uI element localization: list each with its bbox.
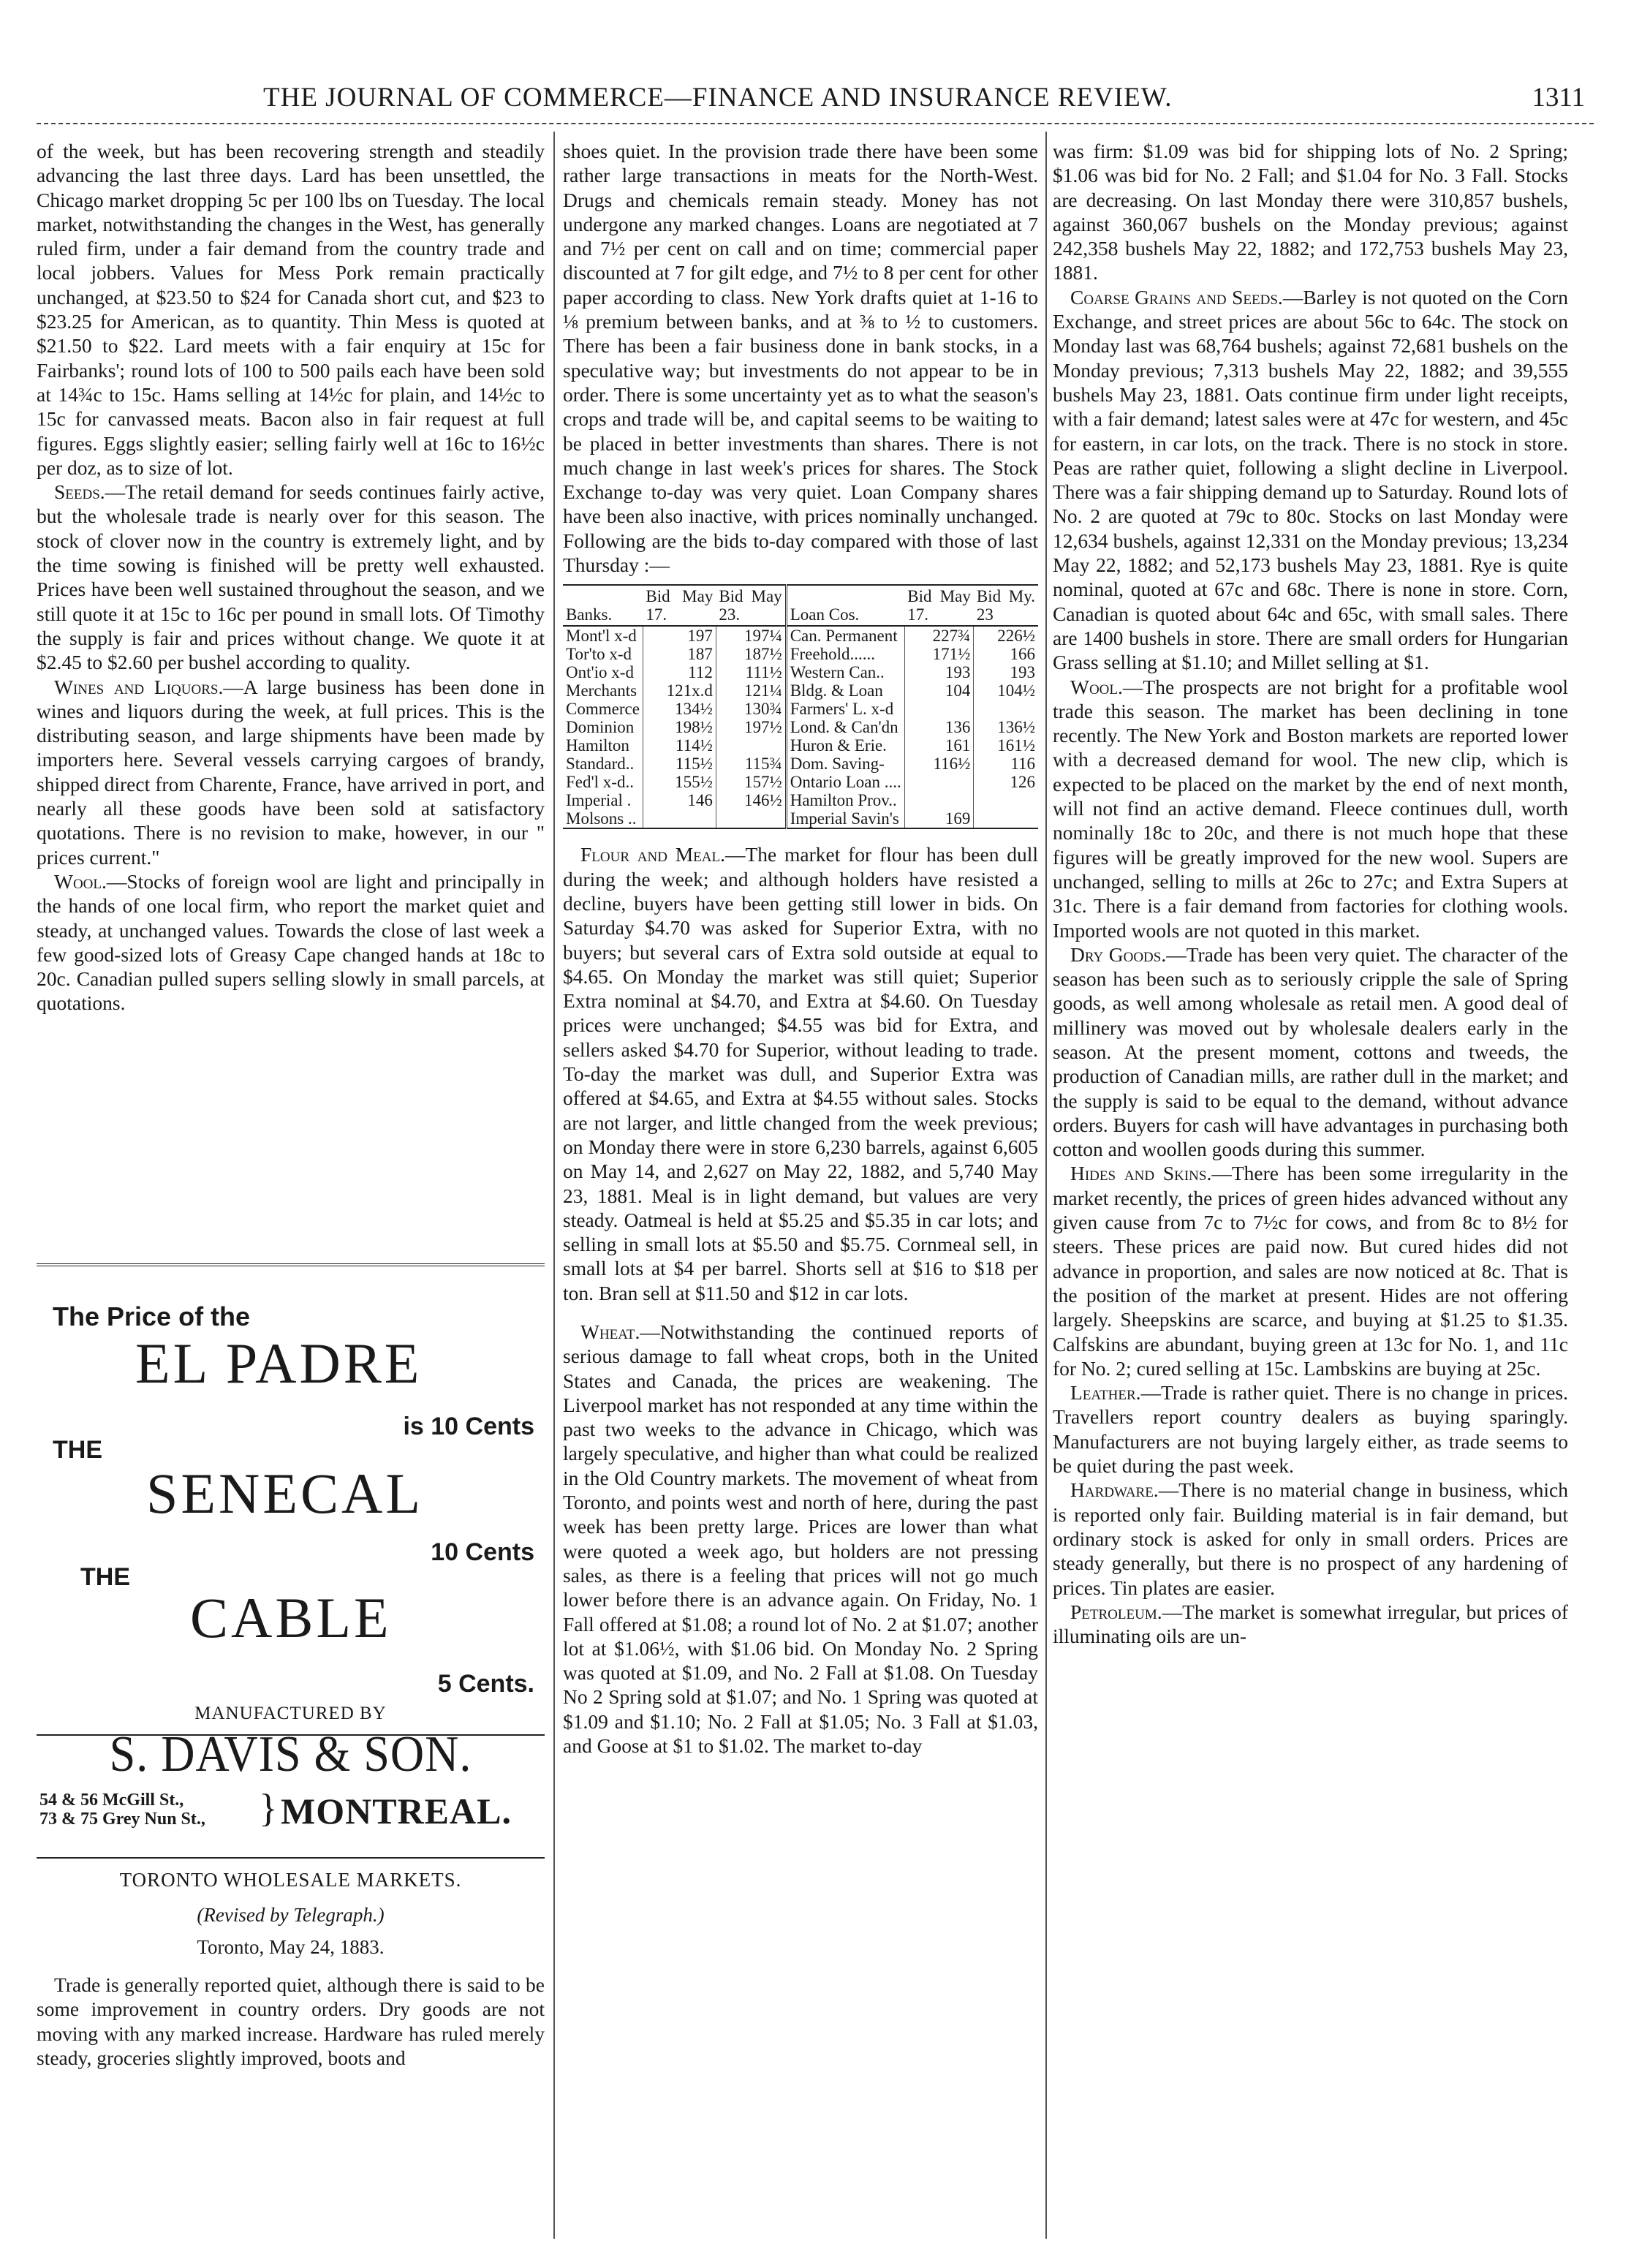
table-row bbox=[563, 663, 1038, 681]
toronto-paragraph: Trade is generally reported quiet, although there is said to be some improvement in country orders. Dry goods are not moving with any marked increase. Hardware has ruled merely steady, groceries slightly improved, boots and bbox=[37, 1973, 545, 2069]
paragraph-wool-toronto bbox=[1053, 675, 1568, 942]
table-cell: 126 bbox=[974, 773, 1038, 791]
table-cell: 171½ bbox=[904, 645, 974, 663]
section-head-wines: Wines and Liquors. bbox=[54, 675, 224, 698]
table-row bbox=[563, 626, 1038, 645]
table-cell: Freehold...... bbox=[786, 645, 904, 663]
stock-bids-table bbox=[563, 584, 1038, 829]
table-cell: Dom. Saving- bbox=[786, 755, 904, 773]
table-cell: 146 bbox=[643, 791, 716, 809]
table-cell: 161½ bbox=[974, 736, 1038, 755]
table-cell: 136½ bbox=[974, 718, 1038, 736]
ad-brand-el-padre: EL PADRE bbox=[135, 1331, 423, 1395]
ad-brand-cable: CABLE bbox=[190, 1586, 392, 1649]
section-head-hides: Hides and Skins. bbox=[1070, 1162, 1212, 1185]
page-header bbox=[37, 82, 1594, 118]
ad-price-el-padre: is 10 Cents bbox=[403, 1413, 534, 1440]
paragraph-provisions: of the week, but has been recovering strength and steadily advancing the last three days. Lard has been unsettled, the Chicago market dropping 5c per 100 lbs on Tuesday. The local market, notwithstanding the changes in the West, has generally ruled firm, under a fair demand from the country trade and local jobbers. Values for Mess Pork remain practically unchanged, at $23.50 to $24 for Canada short cut, and $23 to $23.25 for American, as to quantity. Thin Mess is quoted at $21.50 to $22. Lard meets with a fair enquiry at 15c for Fairbanks'; round lots of 100 to 500 pails each have been sold at 14¾c to 15c. Hams selling at 14½c for plain, and 14½c to 15c for canvassed meats. Bacon also in fair request at full figures. Eggs slightly easier; selling fairly well at 16c to 16½c per doz, as to size of lot. bbox=[37, 140, 545, 479]
table-cell: Western Can.. bbox=[786, 663, 904, 681]
table-header: Bid May 17. bbox=[904, 585, 974, 626]
table-cell: 136 bbox=[904, 718, 974, 736]
table-cell: 161 bbox=[904, 736, 974, 755]
section-body-hardware: —There is no material change in business, which is reported only fair. Building material is in fair demand, but ordinary stock is asked for only in small orders. Prices are steady generally, but there is no prospect of any hardening of prices. Tin plates are easier. bbox=[1053, 1478, 1568, 1599]
paragraph-flour bbox=[563, 842, 1038, 1305]
column-left bbox=[37, 139, 545, 1016]
table-cell: 197 bbox=[643, 626, 716, 645]
table-row bbox=[563, 773, 1038, 791]
table-cell: 187 bbox=[643, 645, 716, 663]
column-middle bbox=[563, 139, 1038, 1758]
table-cell: 130¾ bbox=[716, 700, 786, 718]
table-cell: 115¾ bbox=[716, 755, 786, 773]
column-right bbox=[1053, 139, 1568, 1648]
section-body-leather: —Trade is rather quiet. There is no change in prices. Travellers report country dealers as buying sparingly. Manufacturers are not buying largely either, as trade seems to be quiet during the past week. bbox=[1053, 1381, 1568, 1478]
table-cell: 197½ bbox=[716, 718, 786, 736]
toronto-date: Toronto, May 24, 1883. bbox=[197, 1936, 385, 1958]
table-cell: Molsons .. bbox=[563, 809, 643, 828]
page-title: THE JOURNAL OF COMMERCE—FINANCE AND INSURANCE REVIEW. bbox=[263, 83, 1173, 113]
table-header: Banks. bbox=[563, 585, 643, 626]
table-row bbox=[563, 791, 1038, 809]
table-cell: Lond. & Can'dn bbox=[786, 718, 904, 736]
table-cell: 197¼ bbox=[716, 626, 786, 645]
table-row bbox=[563, 681, 1038, 700]
table-cell bbox=[716, 809, 786, 828]
section-head-hardware: Hardware. bbox=[1070, 1478, 1159, 1502]
table-cell: Fed'l x-d.. bbox=[566, 773, 634, 792]
toronto-title: TORONTO WHOLESALE MARKETS. bbox=[119, 1869, 462, 1891]
cigar-advertisement bbox=[37, 1263, 545, 1736]
section-head-wool: Wool. bbox=[1070, 675, 1123, 698]
table-cell: 116 bbox=[974, 755, 1038, 773]
ad-price-cable: 5 Cents. bbox=[437, 1670, 534, 1698]
table-cell: Tor'to x-d bbox=[566, 645, 632, 664]
table-header: Bid May 17. bbox=[643, 585, 716, 626]
table-row bbox=[563, 736, 1038, 755]
section-body-wool: —Stocks of foreign wool are light and principally in the hands of one local firm, who report the market quiet and steady, at unchanged values. Towards the close of last week a few good-sized lots of Greasy Cape changed hands at 18c to 20c. Canadian pulled supers selling slowly in small parcels, at quotations. bbox=[37, 869, 545, 1015]
table-cell: Farmers' L. x-d bbox=[786, 700, 904, 718]
paragraph-dry-goods bbox=[1053, 942, 1568, 1162]
table-cell: Commerce bbox=[566, 700, 640, 719]
table-cell: 114½ bbox=[643, 736, 716, 755]
paragraph-hides bbox=[1053, 1161, 1568, 1380]
paragraph-wheat-cont: was firm: $1.09 was bid for shipping lots of No. 2 Spring; $1.06 was bid for No. 2 Fall; and $1.04 for No. 3 Fall. Stocks are decreasing. On last Monday there were 310,857 bushels, against 360,067 bushels on the Monday previous; against 242,358 bushels May 22, 1882; and 172,753 bushels May 23, 1881. bbox=[1053, 140, 1568, 284]
ad-address-2: 73 & 75 Grey Nun St., bbox=[39, 1810, 205, 1829]
table-body bbox=[563, 626, 1038, 828]
table-cell: Imperial . bbox=[566, 791, 632, 810]
table-cell: Merchants bbox=[566, 681, 637, 700]
ad-maker: S. DAVIS & SON. bbox=[109, 1725, 472, 1783]
table-row bbox=[563, 809, 1038, 828]
table-cell bbox=[974, 700, 1038, 718]
table-cell: Hamilton Prov.. bbox=[786, 791, 904, 809]
table-cell bbox=[904, 791, 974, 809]
paragraph-leather bbox=[1053, 1380, 1568, 1478]
table-cell: Huron & Erie. bbox=[786, 736, 904, 755]
ad-price-senecal: 10 Cents bbox=[431, 1538, 534, 1566]
table-cell: Mont'l x-d bbox=[566, 627, 637, 646]
paragraph-wines bbox=[37, 675, 545, 869]
table-cell: 227¾ bbox=[904, 626, 974, 645]
table-cell bbox=[974, 809, 1038, 828]
table-cell: 166 bbox=[974, 645, 1038, 663]
ad-address-block bbox=[39, 1786, 551, 1834]
ad-address-1: 54 & 56 McGill St., bbox=[39, 1791, 184, 1810]
table-header: Bid May 23. bbox=[716, 585, 786, 626]
section-body-wheat: —Notwithstanding the continued reports of serious damage to fall wheat crops, both in the United States and Canada, the prices are weakening. The Liverpool market has not responded at any time within the past two weeks to the advance in Chicago, which was largely speculative, and higher than what could be realized in the Old Country markets. The movement of wheat from Toronto, and points west and north of here, during the past week has been pretty large. Prices are lower than what were quoted a week ago, but holders are not pressing sales, as there is a feeling that prices will not go much lower before there is an advance again. On Friday, No. 1 Fall offered at $1.08; a round lot of No. 2 at $1.07; another lot at $1.06½, with $1.06 bid. On Monday No. 2 Spring was quoted at $1.09, and No. 2 Fall at $1.08. On Tuesday No 2 Spring sold at $1.07; and No. 1 Spring was quoted at $1.09 and $1.10; No. 2 Fall at $1.05; No. 3 Fall at $1.03, and Goose at $1 to $1.02. The market to-day bbox=[563, 1320, 1038, 1758]
table-cell: Can. Permanent bbox=[786, 626, 904, 645]
section-body-petroleum: —The market is somewhat irregular, but prices of illuminating oils are un- bbox=[1053, 1600, 1568, 1648]
table-header: Loan Cos. bbox=[786, 585, 904, 626]
section-head-leather: Leather. bbox=[1070, 1381, 1141, 1405]
section-body-wines: —A large business has been done in wines and liquors during the week, at full prices. This is the distributing season, and large shipments have been made by importers here. Several vessels carrying cargoes of brandy, shipped direct from Charente, France, have arrived in port, and nearly all these goods have been sold at satisfactory quotations. There is no revision to make, however, in our " prices current." bbox=[37, 675, 545, 869]
paragraph-wheat bbox=[563, 1320, 1038, 1758]
ad-the-cable: THE bbox=[80, 1563, 130, 1591]
table-cell: 187½ bbox=[716, 645, 786, 663]
ad-the-senecal: THE bbox=[53, 1436, 102, 1464]
table-cell: Imperial Savin's bbox=[786, 809, 904, 828]
toronto-note: (Revised by Telegraph.) bbox=[197, 1904, 385, 1926]
section-body-coarse-grains: —Barley is not quoted on the Corn Exchange, and street prices are about 56c to 64c. The stock on Monday last was 68,764 bushels; against 72,681 bushels on the Monday previous; 7,313 bushels May 22, 1882; and 39,555 bushels May 23, 1881. Oats continue firm under light receipts, with a fair demand; latest sales were at 47c for western, and 45c for eastern, in car lots, on the track. There is no stock in store. Peas are rather quiet, following a slight decline in Liverpool. There was a fair shipping demand up to Saturday. Round lots of No. 2 are quoted at 79c to 80c. Stocks on last Monday were 12,634 bushels, against 12,331 on the Monday previous; 13,234 May 22, 1882; and 52,173 bushels May 23, 1881. Rye is quite nominal, quoted at 67c and 68c. There is none in store. Corn, Canadian is quoted about 64c and 65c, with small sales. There are 1400 bushels in store. There are small orders for Hungarian Grass selling at $1.10; and Millet selling at $1. bbox=[1053, 285, 1568, 674]
table-cell: 115½ bbox=[643, 755, 716, 773]
table-cell: Ontario Loan .... bbox=[786, 773, 904, 791]
ad-bottom-rule bbox=[37, 1857, 545, 1859]
section-body-seeds: —The retail demand for seeds continues fairly active, but the wholesale trade is nearly over for this season. The stock of clover now in the country is extremely light, and by the time sowing is finished will be pretty well exhausted. Prices have been well sustained throughout the season, and we still quote it at 15c to 16c per pound in small lots. Of Timothy the supply is fair and prices without change. We quote it at $2.45 to $2.60 per bushel according to quality. bbox=[37, 480, 545, 674]
table-row bbox=[563, 700, 1038, 718]
table-cell: 157½ bbox=[716, 773, 786, 791]
table-header-row bbox=[563, 585, 1038, 626]
paragraph-petroleum bbox=[1053, 1600, 1568, 1649]
paragraph-coarse-grains bbox=[1053, 285, 1568, 675]
ad-manufactured-by: MANUFACTURED BY bbox=[194, 1704, 387, 1723]
table-cell: 226½ bbox=[974, 626, 1038, 645]
table-cell: 134½ bbox=[643, 700, 716, 718]
table-cell bbox=[904, 700, 974, 718]
ad-brand-senecal: SENECAL bbox=[146, 1462, 423, 1525]
paragraph-hardware bbox=[1053, 1478, 1568, 1599]
table-header: Bid My. 23 bbox=[974, 585, 1038, 626]
table-row bbox=[563, 645, 1038, 663]
table-cell: 193 bbox=[904, 663, 974, 681]
table-cell: 121¼ bbox=[716, 681, 786, 700]
section-head-wheat: Wheat. bbox=[580, 1320, 640, 1343]
table-cell: 104 bbox=[904, 681, 974, 700]
section-head-dry-goods: Dry Goods. bbox=[1070, 942, 1167, 966]
section-body-hides: —There has been some irregularity in the market recently, the prices of green hides advanced without any given cause from 7c to 7½c for cows, and from 8c to 8½ for steers. These prices are paid now. But cured hides did not advance in proportion, and sales are now noticed at 8c. That is the position of the market at present. Hides are not offering largely. Sheepskins are scarce, and buying at $1.25 to $1.35. Calfskins are abundant, buying green at 13c for No. 1, and 11c for No. 2; cured selling at 15c. Lambskins are buying at 25c. bbox=[1053, 1162, 1569, 1380]
table-cell: Ont'io x-d bbox=[566, 663, 634, 682]
brace-glyph: } bbox=[259, 1786, 278, 1830]
section-head-seeds: Seeds. bbox=[54, 480, 105, 504]
table-cell bbox=[974, 791, 1038, 809]
section-head-flour: Flour and Meal. bbox=[580, 843, 725, 866]
paragraph-seeds bbox=[37, 480, 545, 674]
table-cell bbox=[643, 809, 716, 828]
section-body-flour: —The market for flour has been dull during the week; and although holders have resisted a decline, buyers have been getting still lower in bids. On Saturday $4.70 was asked for Superior Extra, with no buyers; but several cars of Extra sold outside at equal to $4.65. On Monday the market was still quiet; Superior Extra nominal at $4.70, and Extra at $4.60. On Tuesday prices were unchanged; $4.55 was bid for Extra, and sellers asked $4.70 for Superior, without leading to trade. To-day the market was dull, and Superior Extra was offered at $4.65, and Extra at $4.55 without sales. Stocks are not larger, and little changed from the week previous; on Monday there were in store 6,230 barrels, against 6,605 on May 14, and 2,627 on May 22, 1882, and 5,740 May 23, 1881. Meal is in light demand, but values are very steady. Oatmeal is held at $5.25 and $5.35 in car lots; and selling in small lots at $5.50 and $5.75. Cornmeal sell, in small lots at $4 per barrel. Shorts sell at $16 to $18 per ton. Bran sell at $11.50 and $12 in car lots. bbox=[563, 843, 1038, 1304]
section-body-wool: —The prospects are not bright for a profitable wool trade this season. The market has been declining in tone recently. The New York and Boston markets are reported lower with a decreased demand for wool. The new clip, which is expected to be placed on the market by the end of next month, will not find an active demand. Fleece continues dull, worth nominally 18c to 20c, and there is not much hope that these figures will be greatly improved for the new wool. Supers are unchanged, selling to mills at 26c to 27c; and Extra Supers at 31c. There is a fair demand from factories for clothing wools. Imported wools are not quoted in this market. bbox=[1053, 675, 1568, 942]
table-cell: 121x.d bbox=[643, 681, 716, 700]
table-cell: Standard.. bbox=[566, 755, 635, 774]
table-cell: 155½ bbox=[643, 773, 716, 791]
table-cell: 193 bbox=[974, 663, 1038, 681]
table-cell: Bldg. & Loan bbox=[786, 681, 904, 700]
table-cell bbox=[716, 736, 786, 755]
page-number: 1311 bbox=[1532, 83, 1585, 113]
paragraph-money: shoes quiet. In the provision trade there have been some rather large transactions in meats for the North-West. Drugs and chemicals remain steady. Money has not undergone any marked changes. Loans are negotiated at 7 and 7½ per cent on call and on time; commercial paper discounted at 7 for gilt edge, and 7½ to 8 per cent for other paper according to class. New York drafts quiet at 1-16 to ⅛ premium between banks, and at ⅜ to ½ to customers. There has been a fair business done in bank stocks, in a speculative way; but investments do not appear to be in order. There is some uncertainty yet as to what the season's crops and trade will be, and capital seems to be waiting to be placed in better investments than shares. There is not much change in last week's prices for shares. The Stock Exchange to-day was very quiet. Loan Company shares have been also inactive, with prices nominally unchanged. Following are the bids to-day compared with those of last Thursday :— bbox=[563, 140, 1038, 577]
ad-city: MONTREAL. bbox=[281, 1791, 512, 1832]
table-cell: 111½ bbox=[716, 663, 786, 681]
table-row bbox=[563, 755, 1038, 773]
section-head-petroleum: Petroleum. bbox=[1070, 1600, 1162, 1623]
table-cell: 116½ bbox=[904, 755, 974, 773]
table-cell: 169 bbox=[904, 809, 974, 828]
paragraph-wool bbox=[37, 869, 545, 1016]
table-cell: 198½ bbox=[643, 718, 716, 736]
column-divider bbox=[1045, 132, 1047, 2239]
table-cell: Hamilton bbox=[566, 736, 629, 755]
table-cell: Dominion bbox=[566, 718, 635, 737]
section-body-dry-goods: —Trade has been very quiet. The character of the season has been such as to seriously cripple the sale of Spring goods, as well among wholesale as retail men. A good deal of millinery was moved out by wholesale dealers early in the season. At the present moment, cottons and tweeds, the production of Canadian mills, are rather dull in the market; and the supply is said to be equal to the demand, without advance orders. Buyers for cash will have advantages in purchasing both cotton and woollen goods during this summer. bbox=[1053, 942, 1568, 1161]
section-head-wool: Wool. bbox=[54, 869, 107, 893]
ad-intro: The Price of the bbox=[53, 1301, 251, 1331]
table-cell: 112 bbox=[643, 663, 716, 681]
table-cell: 104½ bbox=[974, 681, 1038, 700]
table-cell bbox=[904, 773, 974, 791]
table-row bbox=[563, 718, 1038, 736]
table-cell: 146½ bbox=[716, 791, 786, 809]
section-head-coarse-grains: Coarse Grains and Seeds. bbox=[1070, 285, 1283, 309]
header-rule bbox=[37, 123, 1594, 124]
column-divider bbox=[553, 132, 555, 2239]
